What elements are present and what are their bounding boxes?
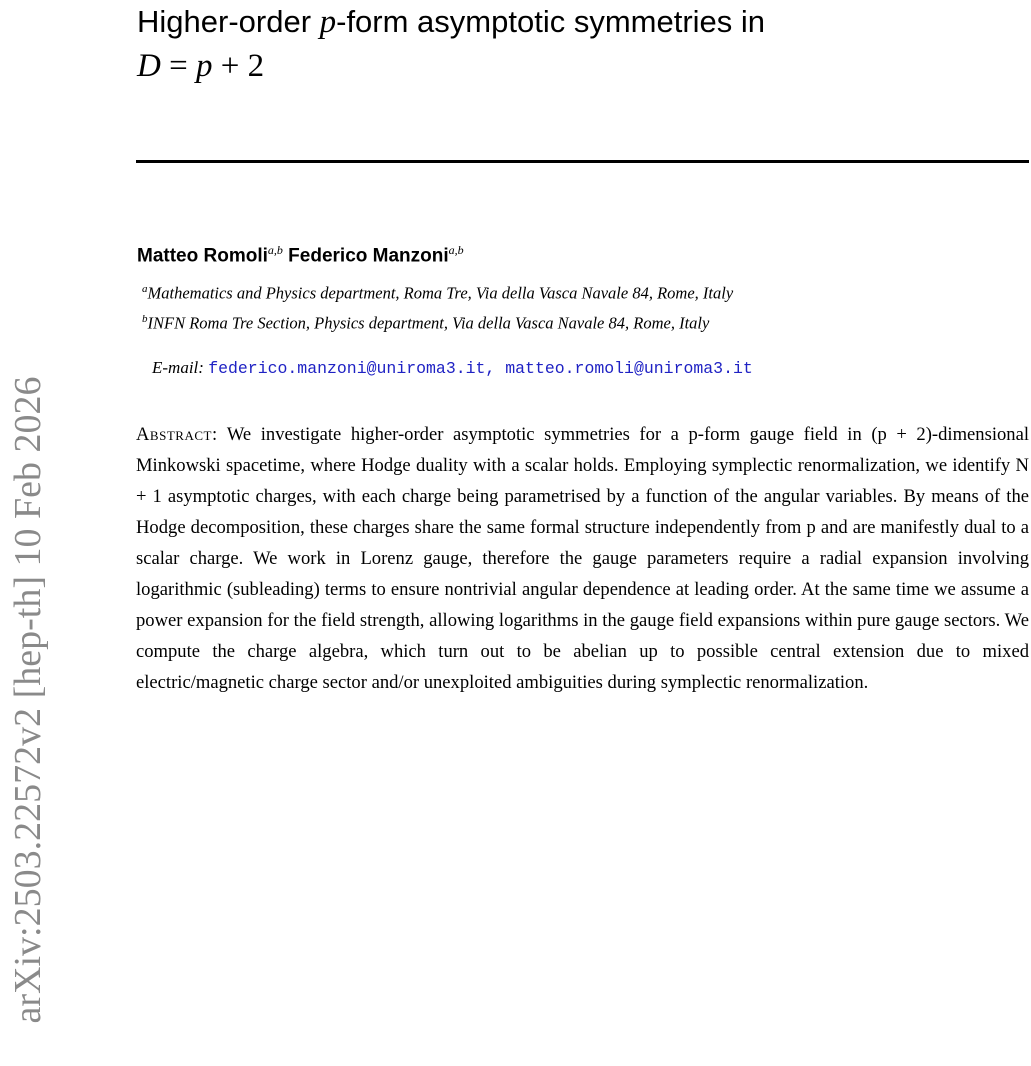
author-2-name: Federico Manzoni — [288, 245, 449, 267]
title-math-plus: + 2 — [212, 48, 265, 84]
title-math-eq: = — [160, 48, 196, 84]
email-line — [152, 358, 753, 378]
title-part2: -form asymptotic symmetries in — [336, 4, 766, 39]
affiliation-b — [142, 313, 709, 334]
abstract-text: We investigate higher-order asymptotic symmetries for a p-form gauge field in (p + 2)-dimensional Minkowski spacetime, where Hodge duality with a scalar holds. Employing symplectic renormalization, we identify N + 1 asymptotic charges, with each charge being parametrised by a function of the angular variables. By means of the Hodge decomposition, these charges share the same formal structure independently from p and are manifestly dual to a scalar charge. We work in Lorenz gauge, therefore the gauge parameters require a radial expansion involving logarithmic (subleading) terms to ensure nontrivial angular dependence at leading order. At the same time we assume a power expansion for the field strength, allowing logarithms in the gauge field expansions within pure gauge sectors. We compute the charge algebra, which turn out to be abelian up to possible central extension due to mixed electric/magnetic charge sector and/or unexploited ambiguities during symplectic renormalization. — [136, 424, 1030, 693]
email-addresses[interactable]: federico.manzoni@uniroma3.it, matteo.romoli@uniroma3.it — [208, 359, 753, 378]
author-2-affil: a,b — [448, 243, 464, 257]
affiliation-a — [142, 283, 733, 304]
title-rule — [136, 160, 1029, 163]
title-part1: Higher-order — [137, 4, 320, 39]
author-1-affil: a,b — [267, 243, 283, 257]
title-math-p: p — [319, 4, 337, 40]
abstract-heading: Abstract: — [136, 424, 218, 445]
author-1-name: Matteo Romoli — [137, 245, 268, 267]
arxiv-stamp — [0, 0, 56, 1066]
paper-title — [137, 0, 1017, 88]
abstract — [136, 419, 1029, 698]
affiliation-b-mark: b — [142, 313, 148, 325]
email-label: E-mail: — [152, 358, 204, 377]
title-math-p2: p — [195, 48, 213, 84]
affiliation-a-mark: a — [142, 283, 148, 295]
affiliation-a-text: Mathematics and Physics department, Roma Tre, Via della Vasca Navale 84, Rome, Italy — [147, 283, 734, 303]
author-list — [137, 243, 464, 267]
affiliation-b-text: INFN Roma Tre Section, Physics department, Via della Vasca Navale 84, Rome, Italy — [147, 313, 710, 333]
title-math-d: D — [137, 48, 161, 84]
arxiv-stamp-text: arXiv:2503.22572v2 [hep-th] 10 Feb 2026 — [7, 376, 49, 1024]
